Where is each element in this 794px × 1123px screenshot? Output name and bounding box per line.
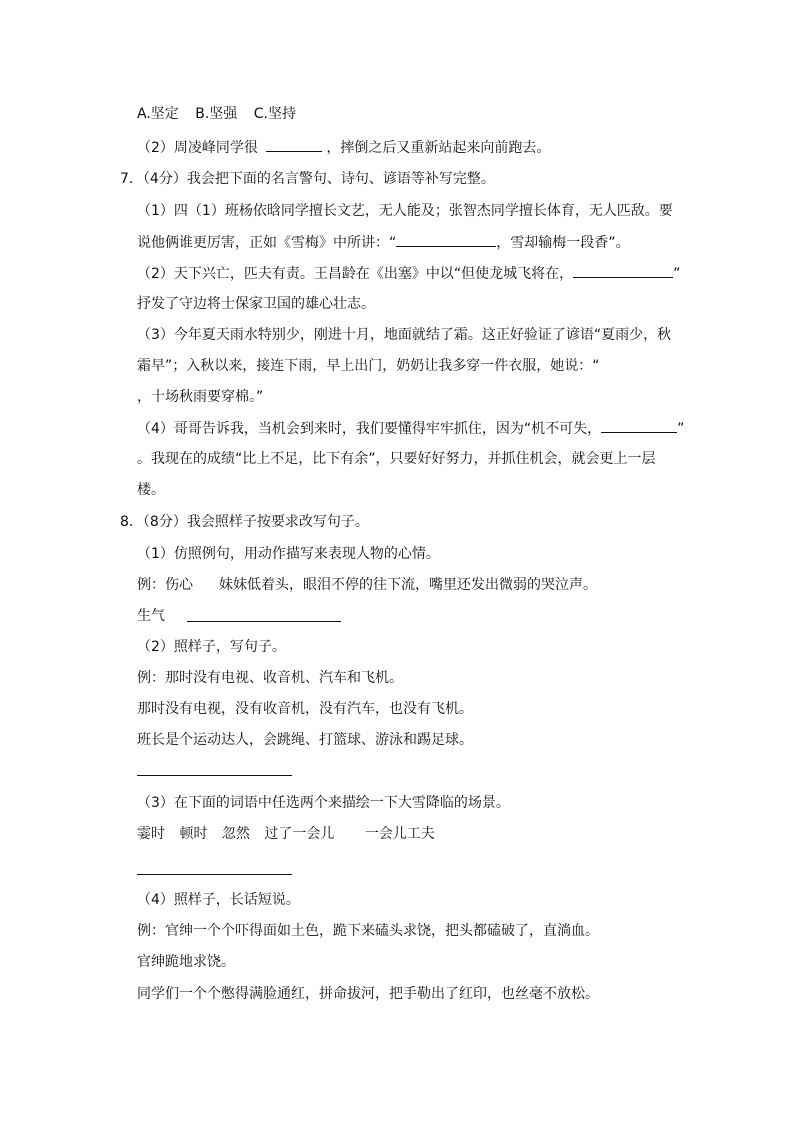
q7-s4-text-b: ” <box>677 421 685 437</box>
q8-s3-words <box>137 824 435 844</box>
q6-option-c: C.坚持 <box>253 106 296 122</box>
q8-s1-example <box>137 575 597 595</box>
q8-s3-word: 过了一会儿 <box>264 826 335 842</box>
q7-s4-blank[interactable] <box>601 418 677 433</box>
q8-s3-word: 顿时 <box>179 826 208 842</box>
q7-s4-text-a: （4）哥哥告诉我，当机会到来时，我们要懂得牢牢抓住，因为“机不可失， <box>137 421 602 437</box>
q8-s1-task-word: 生气 <box>137 608 165 624</box>
q8-s1-example-label: 例：伤心 <box>137 577 193 593</box>
q7-s2-text-a: （2）天下兴亡，匹夫有责。王昌龄在《出塞》中以“但使龙城飞将在， <box>137 266 574 282</box>
q7-s2-text-b: ” <box>673 266 681 282</box>
q8-s4-prompt: （4）照样子，长话短说。 <box>137 892 300 908</box>
q8-s1-example-text: 妹妹低着头，眼泪不停的往下流，嘴里还发出微弱的哭泣声。 <box>219 577 597 593</box>
q7-s4-line1 <box>137 418 684 439</box>
q6-s2-prefix: （2）周凌峰同学很 <box>137 140 258 156</box>
q7-s2-line2: 抒发了守边将士保家卫国的雄心壮志。 <box>137 296 375 312</box>
q7-s4-line3: 楼。 <box>137 482 165 498</box>
q6-option-b: B.坚强 <box>195 106 238 122</box>
q8-s3-word: 霎时 <box>137 826 165 842</box>
q6-options <box>137 104 296 124</box>
q8-s3-word: 一会儿工夫 <box>364 826 435 842</box>
q8-header: 8．（8分）我会照样子按要求改写句子。 <box>120 514 369 530</box>
q8-s1-task <box>137 606 165 626</box>
q8-s1-answer-line[interactable] <box>187 621 341 622</box>
q7-s1-text-b: ，雪却输梅一段香”。 <box>496 235 630 251</box>
q6-sentence-2 <box>137 137 550 158</box>
q7-s3-line3: ，十场秋雨要穿棉。” <box>137 389 264 405</box>
q7-s3-line1: （3）今年夏天雨水特别少，刚进十月，地面就结了霜。这正好验证了谚语“夏雨少，秋 <box>137 327 672 343</box>
q7-s1-blank[interactable] <box>396 232 496 247</box>
q6-option-a: A.坚定 <box>137 106 179 122</box>
q7-s2-blank[interactable] <box>573 263 673 278</box>
q8-s4-task: 同学们一个个憋得满脸通红，拼命拔河，把手勒出了红印，也丝毫不放松。 <box>137 986 599 1002</box>
q8-s3-word: 忽然 <box>221 826 250 842</box>
q7-header: 7．（4分）我会把下面的名言警句、诗句、谚语等补写完整。 <box>120 171 495 187</box>
q7-s1-line2 <box>137 232 630 253</box>
q8-s4-example: 例：官绅一个个吓得面如土色，跪下来磕头求饶，把头都磕破了，直淌血。 <box>137 923 599 939</box>
q7-s1-text-a: 说他俩谁更厉害，正如《雪梅》中所讲：“ <box>137 235 397 251</box>
q8-s2-task: 班长是个运动达人，会跳绳、打篮球、游泳和踢足球。 <box>137 732 473 748</box>
q8-s2-example: 例：那时没有电视、收音机、汽车和飞机。 <box>137 670 403 686</box>
q8-s3-prompt: （3）在下面的词语中任选两个来描绘一下大雪降临的场景。 <box>137 795 510 811</box>
q7-s3-line2: 霜早”；入秋以来，接连下雨，早上出门，奶奶让我多穿一件衣服，她说：“ <box>137 358 600 374</box>
q8-s1-prompt: （1）仿照例句，用动作描写来表现人物的心情。 <box>137 546 440 562</box>
q6-s2-suffix: ，摔倒之后又重新站起来向前跑去。 <box>326 140 551 156</box>
q8-s2-answer-example: 那时没有电视，没有收音机，没有汽车，也没有飞机。 <box>137 701 473 717</box>
q8-s2-prompt: （2）照样子，写句子。 <box>137 639 286 655</box>
q7-s2-line1 <box>137 263 680 284</box>
q6-s2-blank[interactable] <box>266 137 322 152</box>
q7-s1-line1: （1）四（1）班杨依晗同学擅长文艺，无人能及；张智杰同学擅长体育，无人匹敌。要 <box>137 203 673 219</box>
q8-s4-example-answer: 官绅跪地求饶。 <box>137 954 235 970</box>
q8-s2-answer-line[interactable] <box>137 775 292 776</box>
q7-s4-line2: 。我现在的成绩“比上不足，比下有余”，只要好好努力，并抓住机会，就会更上一层 <box>137 451 656 467</box>
q8-s3-answer-line[interactable] <box>137 874 292 875</box>
